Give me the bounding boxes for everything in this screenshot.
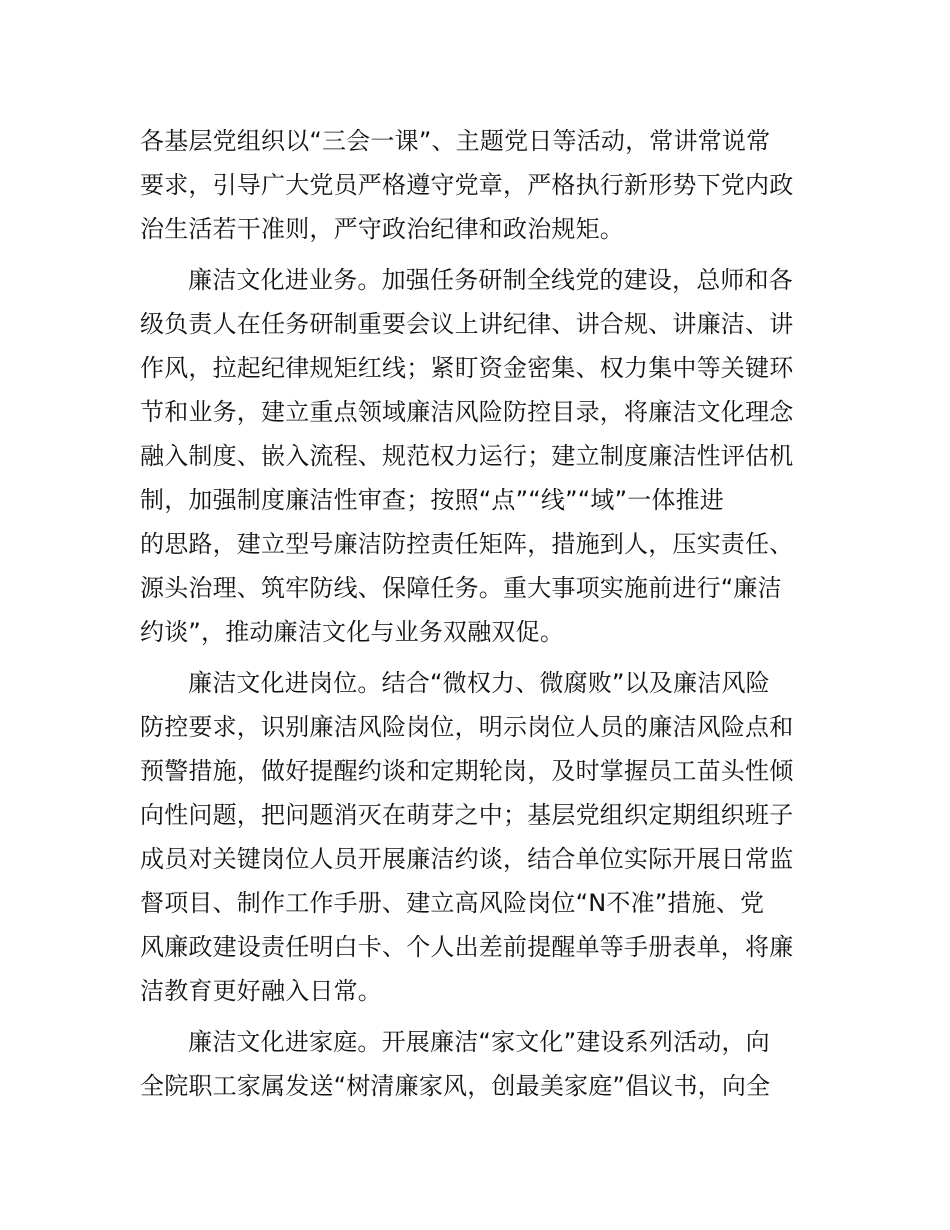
text-line: 预警措施，做好提醒约谈和定期轮岗，及时掌握员工苗头性倾	[140, 757, 794, 785]
text-line: 源头治理、筑牢防线、保障任务。重大事项实施前进行“廉洁	[140, 574, 782, 602]
text-line: 要求，引导广大党员严格遵守党章，严格执行新形势下党内政	[140, 171, 794, 199]
text-line: 洁教育更好融入日常。	[140, 977, 382, 1005]
text-line: 向性问题，把问题消灭在萌芽之中；基层党组织定期组织班子	[140, 801, 794, 829]
text-line: 约谈”，推动廉洁文化与业务双融双促。	[140, 618, 565, 646]
text-line: 制，加强制度廉洁性审查；按照“点”“线”“域”一体推进	[140, 486, 724, 514]
paragraph-family	[140, 1020, 812, 1108]
text-line: 节和业务，建立重点领域廉洁风险防控目录，将廉洁文化理念	[140, 398, 794, 426]
text-line: 治生活若干准则，严守政治纪律和政治规矩。	[140, 215, 624, 243]
text-line: 的思路，建立型号廉洁防控责任矩阵，措施到人，压实责任、	[140, 530, 794, 558]
text-line: 廉洁文化进业务。加强任务研制全线党的建设，总师和各	[188, 266, 793, 294]
text-line: 全院职工家属发送“树清廉家风，创最美家庭”倡议书，向全	[140, 1072, 771, 1100]
text-line: 廉洁文化进岗位。结合“微权力、微腐败”以及廉洁风险	[188, 669, 770, 697]
text-line: 防控要求，识别廉洁风险岗位，明示岗位人员的廉洁风险点和	[140, 713, 794, 741]
text-line: 廉洁文化进家庭。开展廉洁“家文化”建设系列活动，向	[188, 1028, 770, 1056]
text-line: 作风，拉起纪律规矩红线；紧盯资金密集、权力集中等关键环	[140, 354, 794, 382]
text-line: 级负责人在任务研制重要会议上讲纪律、讲合规、讲廉洁、讲	[140, 310, 794, 338]
text-line: 各基层党组织以“三会一课”、主题党日等活动，常讲常说常	[140, 127, 771, 155]
document-body	[140, 119, 812, 1115]
paragraph-post	[140, 661, 812, 1013]
text-line: 风廉政建设责任明白卡、个人出差前提醒单等手册表单，将廉	[140, 933, 794, 961]
text-line: 督项目、制作工作手册、建立高风险岗位“N不准”措施、党	[140, 889, 765, 917]
paragraph-continuation	[140, 119, 812, 251]
text-line: 成员对关键岗位人员开展廉洁约谈，结合单位实际开展日常监	[140, 845, 794, 873]
paragraph-business	[140, 258, 812, 654]
text-line: 融入制度、嵌入流程、规范权力运行；建立制度廉洁性评估机	[140, 442, 794, 470]
